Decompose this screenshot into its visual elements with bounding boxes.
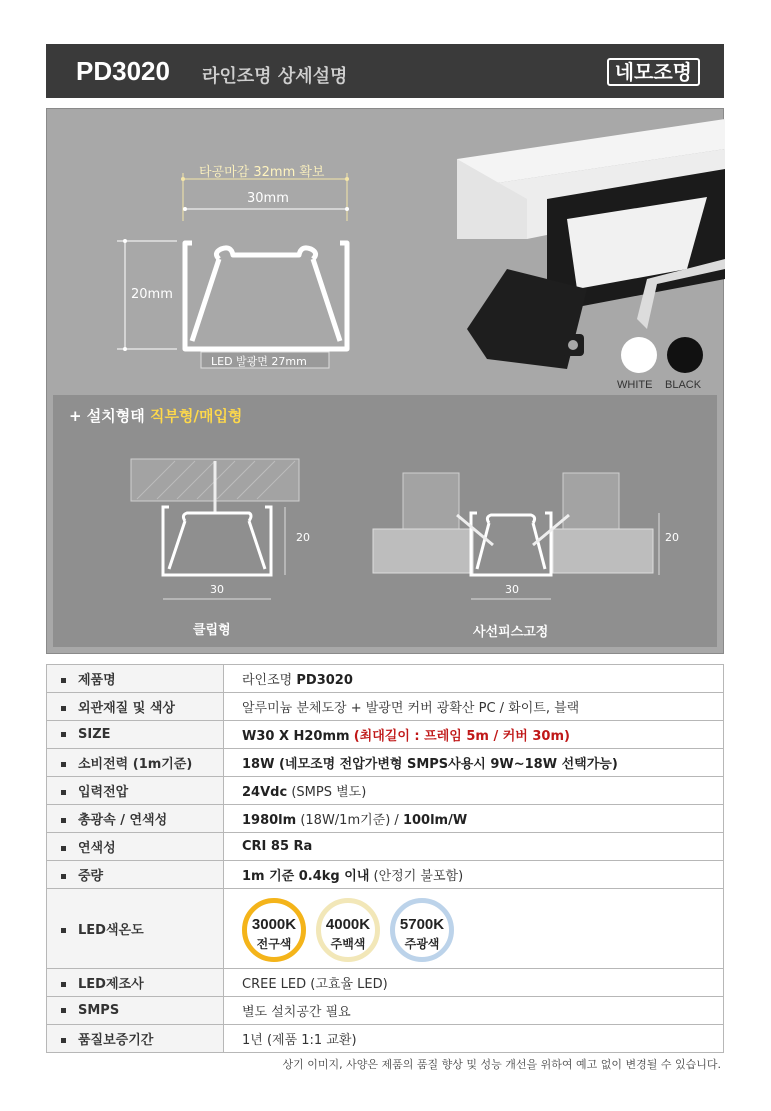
table-row bbox=[47, 1025, 724, 1053]
height-label: 20mm bbox=[131, 287, 173, 302]
table-row bbox=[47, 997, 724, 1025]
spec-label: 중량 bbox=[47, 861, 224, 889]
table-row bbox=[47, 969, 724, 997]
install-panel bbox=[53, 395, 717, 647]
brand-logo: 네모조명 bbox=[607, 58, 700, 86]
spec-label: 제품명 bbox=[47, 665, 224, 693]
table-row bbox=[47, 749, 724, 777]
spec-value: 24Vdc (SMPS 별도) bbox=[224, 777, 724, 805]
color-temperature-options bbox=[242, 894, 723, 964]
table-row bbox=[47, 833, 724, 861]
cct-4000k-badge: 4000K 주백색 bbox=[316, 898, 380, 962]
table-row bbox=[47, 805, 724, 833]
cct-5700k-badge: 5700K 주광색 bbox=[390, 898, 454, 962]
model-name: PD3020 bbox=[76, 56, 170, 86]
screw-width-dim: 30 bbox=[505, 583, 519, 596]
clip-width-dim: 30 bbox=[210, 583, 224, 596]
black-label: BLACK bbox=[665, 379, 702, 391]
page-subtitle: 라인조명 상세설명 bbox=[202, 66, 348, 87]
table-row bbox=[47, 889, 724, 969]
spec-label: 연색성 bbox=[47, 833, 224, 861]
clip-height-dim: 20 bbox=[296, 531, 310, 544]
cct-3000k-badge: 3000K 전구색 bbox=[242, 898, 306, 962]
spec-label: 외관재질 및 색상 bbox=[47, 693, 224, 721]
title-bar bbox=[46, 44, 724, 98]
install-title: + 설치형태 직부형/매입형 bbox=[69, 407, 243, 425]
spec-value bbox=[224, 889, 724, 969]
table-row bbox=[47, 665, 724, 693]
table-row bbox=[47, 693, 724, 721]
spec-value: 1년 (제품 1:1 교환) bbox=[224, 1025, 724, 1053]
table-row bbox=[47, 861, 724, 889]
clip-caption: 클립형 bbox=[193, 623, 231, 638]
spec-label: 총광속 / 연색성 bbox=[47, 805, 224, 833]
white-label: WHITE bbox=[617, 379, 653, 391]
cutout-label: 타공마감 32mm 확보 bbox=[199, 165, 325, 180]
spec-value: 1980lm (18W/1m기준) / 100lm/W bbox=[224, 805, 724, 833]
width-label: 30mm bbox=[247, 191, 289, 206]
product-hero bbox=[46, 108, 724, 654]
install-diagram bbox=[53, 395, 717, 647]
screw-height-dim: 20 bbox=[665, 531, 679, 544]
emit-face-label: LED 발광면 27mm bbox=[211, 355, 307, 368]
spec-value: 별도 설치공간 필요 bbox=[224, 997, 724, 1025]
spec-value: W30 X H20mm (최대길이 : 프레임 5m / 커버 30m) bbox=[224, 721, 724, 749]
spec-table bbox=[46, 664, 724, 1053]
spec-label: LED제조사 bbox=[47, 969, 224, 997]
spec-value: 18W (네모조명 전압가변형 SMPS사용시 9W~18W 선택가능) bbox=[224, 749, 724, 777]
spec-label: 입력전압 bbox=[47, 777, 224, 805]
spec-value: CRI 85 Ra bbox=[224, 833, 724, 861]
spec-value: 라인조명 PD3020 bbox=[224, 665, 724, 693]
spec-label: LED색온도 bbox=[47, 889, 224, 969]
spec-label: 소비전력 (1m기준) bbox=[47, 749, 224, 777]
screw-caption: 사선피스고정 bbox=[473, 625, 549, 640]
disclaimer-note: 상기 이미지, 사양은 제품의 품질 향상 및 성능 개선을 위하여 예고 없이 변경될 수 있습니다. bbox=[282, 1058, 721, 1071]
black-swatch bbox=[667, 337, 703, 373]
spec-value: 알루미늄 분체도장 + 발광면 커버 광확산 PC / 화이트, 블랙 bbox=[224, 693, 724, 721]
table-row bbox=[47, 777, 724, 805]
spec-value: CREE LED (고효율 LED) bbox=[224, 969, 724, 997]
spec-label: SMPS bbox=[47, 997, 224, 1025]
spec-label: SIZE bbox=[47, 721, 224, 749]
white-swatch bbox=[621, 337, 657, 373]
spec-label: 품질보증기간 bbox=[47, 1025, 224, 1053]
table-row bbox=[47, 721, 724, 749]
spec-value: 1m 기준 0.4kg 이내 (안정기 불포함) bbox=[224, 861, 724, 889]
